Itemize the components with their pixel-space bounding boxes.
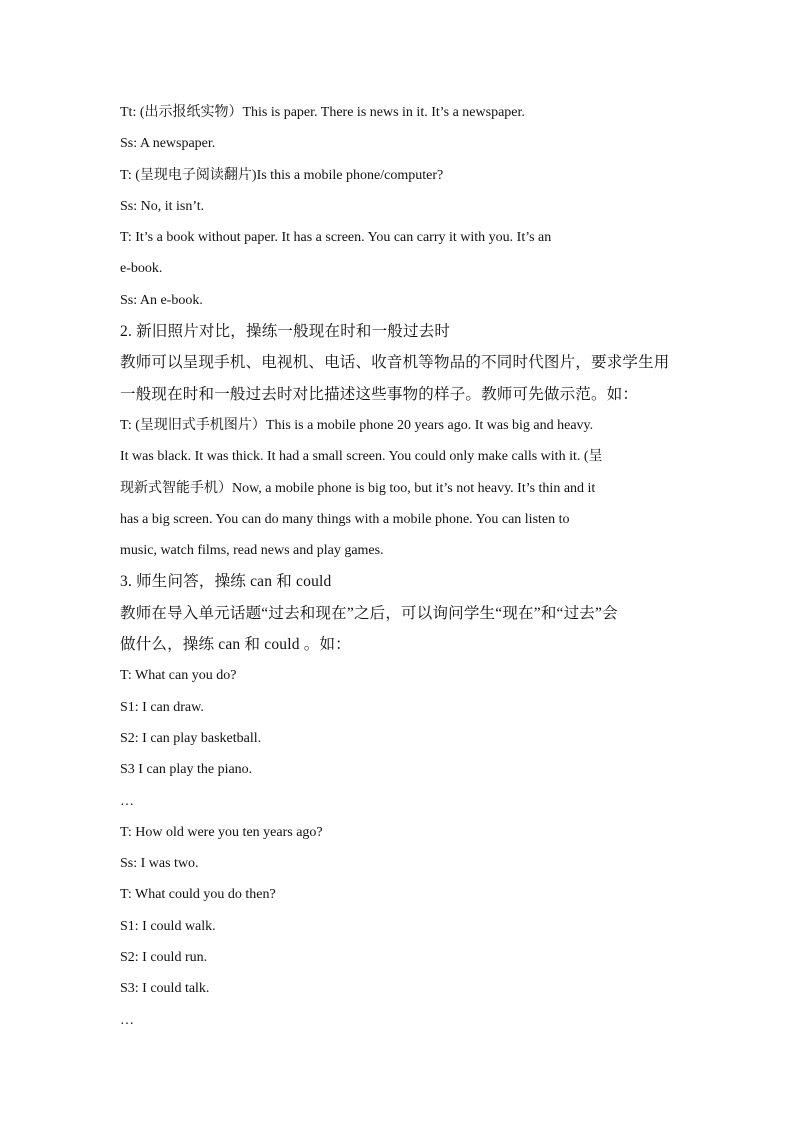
ellipsis-line: … bbox=[120, 1012, 135, 1028]
dialogue-line: Ss: An e-book. bbox=[120, 292, 203, 308]
paragraph-line: 教师可以呈现手机、电视机、电话、收音机等物品的不同时代图片，要求学生用 bbox=[120, 354, 670, 372]
dialogue-line: 现新式智能手机）Now, a mobile phone is big too, but it’s not heavy. It’s thin and it bbox=[120, 480, 596, 496]
dialogue-line: S2: I can play basketball. bbox=[120, 730, 262, 746]
dialogue-line: S2: I could run. bbox=[120, 950, 208, 966]
section-heading: 2. 新旧照片对比，操练一般现在时和一般过去时 bbox=[120, 323, 451, 341]
paragraph-line: 教师在导入单元话题“过去和现在”之后，可以询问学生“现在”和“过去”会 bbox=[120, 604, 618, 622]
document-body bbox=[120, 97, 676, 1036]
paragraph-line: 做什么，操练 can 和 could 。如： bbox=[120, 636, 351, 654]
dialogue-line: S3: I could talk. bbox=[120, 981, 210, 997]
dialogue-line: T: What could you do then? bbox=[120, 887, 276, 903]
dialogue-line: S1: I can draw. bbox=[120, 699, 204, 715]
ellipsis-line: … bbox=[120, 793, 135, 809]
dialogue-line: T: (呈现旧式手机图片）This is a mobile phone 20 years ago. It was big and heavy. bbox=[120, 417, 594, 433]
dialogue-line: Tt: (出示报纸实物）This is paper. There is news in it. It’s a newspaper. bbox=[120, 105, 525, 120]
paragraph-line: 一般现在时和一般过去时对比描述这些事物的样子。教师可先做示范。如： bbox=[120, 385, 639, 403]
dialogue-line: e-book. bbox=[120, 261, 163, 277]
dialogue-line: T: What can you do? bbox=[120, 668, 237, 684]
dialogue-line: has a big screen. You can do many things with a mobile phone. You can listen to bbox=[120, 511, 570, 527]
dialogue-line: Ss: No, it isn’t. bbox=[120, 198, 205, 214]
section-heading: 3. 师生问答，操练 can 和 could bbox=[120, 573, 332, 591]
dialogue-line: T: (呈现电子阅读翻片)Is this a mobile phone/computer? bbox=[120, 167, 444, 183]
dialogue-line: It was black. It was thick. It had a small screen. You could only make calls with it. (呈 bbox=[120, 449, 603, 465]
dialogue-line: S3 I can play the piano. bbox=[120, 762, 253, 778]
dialogue-line: T: How old were you ten years ago? bbox=[120, 824, 323, 840]
dialogue-line: music, watch films, read news and play games. bbox=[120, 543, 384, 559]
dialogue-line: S1: I could walk. bbox=[120, 918, 216, 934]
dialogue-line: Ss: A newspaper. bbox=[120, 136, 216, 152]
dialogue-line: T: It’s a book without paper. It has a screen. You can carry it with you. It’s an bbox=[120, 230, 552, 246]
dialogue-line: Ss: I was two. bbox=[120, 856, 199, 872]
